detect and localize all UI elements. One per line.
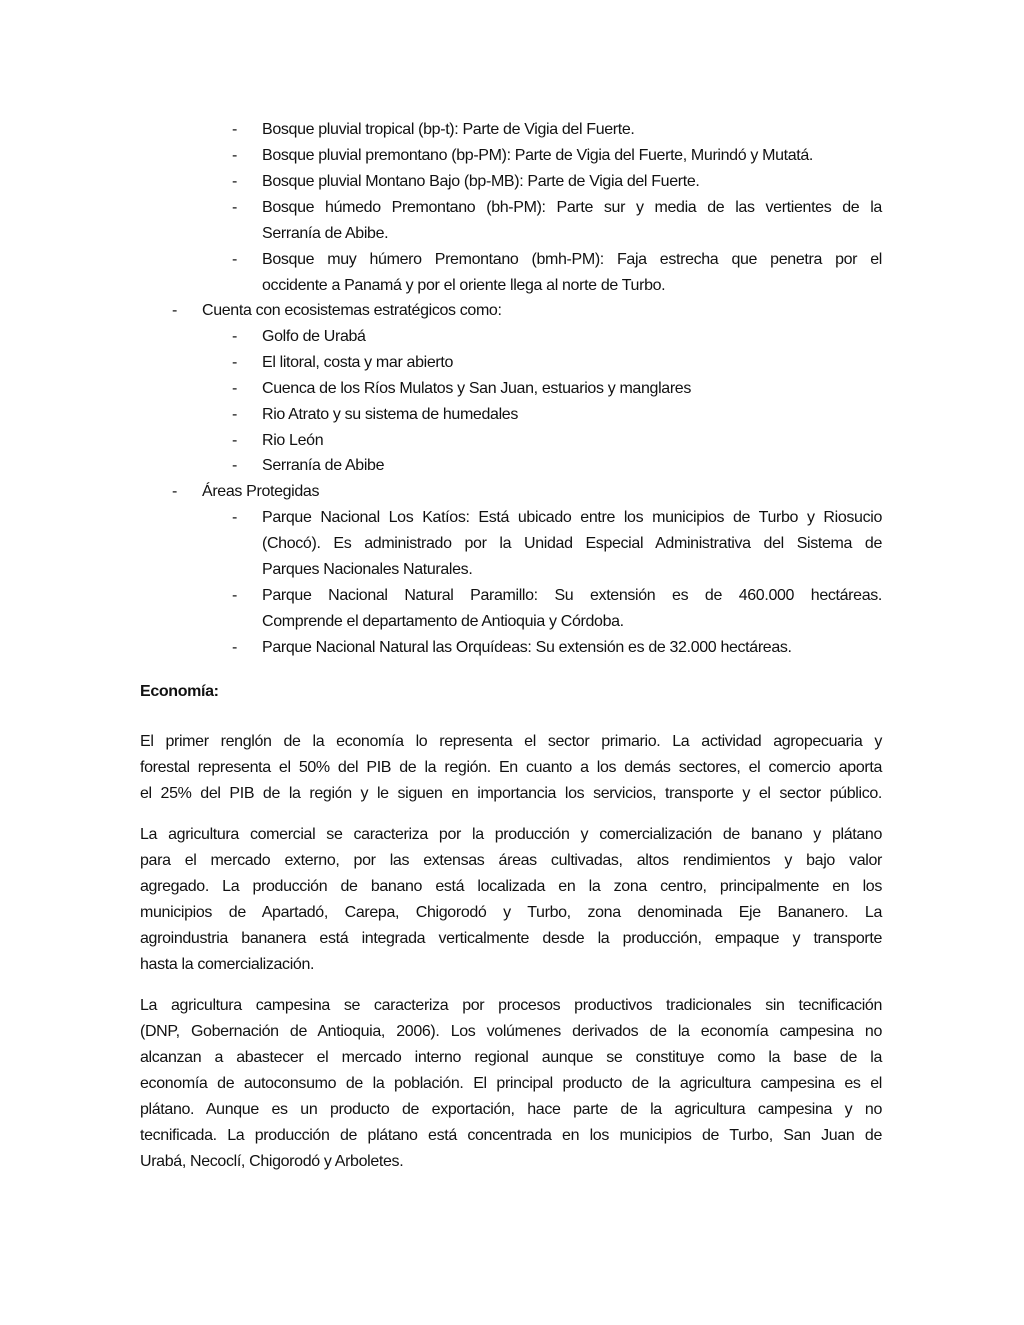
bullet-dash: - <box>232 173 238 190</box>
paragraph-line: El primer renglón de la economía lo representa el sector primario. La actividad agropecuaria y <box>140 733 882 750</box>
paragraph-line: municipios de Apartadó, Carepa, Chigorodó y Turbo, zona denominada Eje Bananero. La <box>140 904 882 921</box>
paragraph-line: La agricultura comercial se caracteriza por la producción y comercialización de banano y plátano <box>140 826 882 843</box>
list-item: Bosque pluvial tropical (bp-t): Parte de Vigia del Fuerte. <box>262 121 635 138</box>
list-item-continuation: Serranía de Abibe. <box>262 225 389 242</box>
list-item: Bosque muy húmero Premontano (bmh-PM): Faja estrecha que penetra por el <box>262 251 882 268</box>
list-item-continuation: Comprende el departamento de Antioquia y Córdoba. <box>262 613 624 630</box>
paragraph-line: economía de autoconsumo de la población. El principal producto de la agricultura campesina es el <box>140 1075 882 1092</box>
list-item: Bosque húmedo Premontano (bh-PM): Parte sur y media de las vertientes de la <box>262 199 882 216</box>
list-item: Golfo de Urabá <box>262 328 366 345</box>
paragraph-line: alcanzan a abastecer el mercado interno regional aunque se constituye como la base de la <box>140 1049 882 1066</box>
bullet-dash: - <box>232 121 238 138</box>
list-item: El litoral, costa y mar abierto <box>262 354 454 371</box>
list-item: Bosque pluvial premontano (bp-PM): Parte de Vigia del Fuerte, Murindó y Mutatá. <box>262 147 814 164</box>
list-item: Parque Nacional Natural las Orquídeas: Su extensión es de 32.000 hectáreas. <box>262 639 792 656</box>
list-item: Cuenca de los Ríos Mulatos y San Juan, estuarios y manglares <box>262 380 692 397</box>
section-heading-economia: Economía: <box>140 683 219 700</box>
list-item-continuation: (Chocó). Es administrado por la Unidad Especial Administrativa del Sistema de <box>262 535 882 552</box>
paragraph-line: hasta la comercialización. <box>140 956 315 973</box>
bullet-dash: - <box>232 380 238 397</box>
paragraph-line: el 25% del PIB de la región y le siguen en importancia los servicios, transporte y el sector público. <box>140 785 882 802</box>
bullet-dash: - <box>232 251 238 268</box>
list-item: Parque Nacional Los Katíos: Está ubicado entre los municipios de Turbo y Riosucio <box>262 509 882 526</box>
paragraph-line: La agricultura campesina se caracteriza por procesos productivos tradicionales sin tecnificación <box>140 997 882 1014</box>
bullet-dash: - <box>232 354 238 371</box>
bullet-dash: - <box>232 147 238 164</box>
protected-areas-heading: Áreas Protegidas <box>202 483 320 500</box>
paragraph-line: agregado. La producción de banano está localizada en la zona centro, principalmente en los <box>140 878 882 895</box>
list-item: Serranía de Abibe <box>262 457 385 474</box>
bullet-dash: - <box>172 302 178 319</box>
list-item: Bosque pluvial Montano Bajo (bp-MB): Parte de Vigia del Fuerte. <box>262 173 700 190</box>
list-item: Rio Atrato y su sistema de humedales <box>262 406 518 423</box>
list-item-continuation: occidente a Panamá y por el oriente llega al norte de Turbo. <box>262 277 666 294</box>
paragraph-line: agroindustria bananera está integrada verticalmente desde la producción, empaque y transporte <box>140 930 882 947</box>
paragraph-line: forestal representa el 50% del PIB de la región. En cuanto a los demás sectores, el comercio aporta <box>140 759 882 776</box>
ecosystems-heading: Cuenta con ecosistemas estratégicos como: <box>202 302 502 319</box>
list-item: Parque Nacional Natural Paramillo: Su extensión es de 460.000 hectáreas. <box>262 587 882 604</box>
list-item: Rio León <box>262 432 324 449</box>
paragraph-line: plátano. Aunque es un producto de exportación, hace parte de la agricultura campesina y no <box>140 1101 882 1118</box>
paragraph-line: Urabá, Necoclí, Chigorodó y Arboletes. <box>140 1153 404 1170</box>
bullet-dash: - <box>232 457 238 474</box>
bullet-dash: - <box>232 509 238 526</box>
bullet-dash: - <box>232 328 238 345</box>
paragraph-line: (DNP, Gobernación de Antioquia, 2006). Los volúmenes derivados de la economía campesina no <box>140 1023 882 1040</box>
list-item-continuation: Parques Nacionales Naturales. <box>262 561 473 578</box>
bullet-dash: - <box>232 639 238 656</box>
bullet-dash: - <box>232 406 238 423</box>
bullet-dash: - <box>172 483 178 500</box>
bullet-dash: - <box>232 587 238 604</box>
bullet-dash: - <box>232 199 238 216</box>
paragraph-line: para el mercado externo, por las extensas áreas cultivadas, altos rendimientos y bajo valor <box>140 852 882 869</box>
bullet-dash: - <box>232 432 238 449</box>
paragraph-line: tecnificada. La producción de plátano está concentrada en los municipios de Turbo, San Juan de <box>140 1127 882 1144</box>
